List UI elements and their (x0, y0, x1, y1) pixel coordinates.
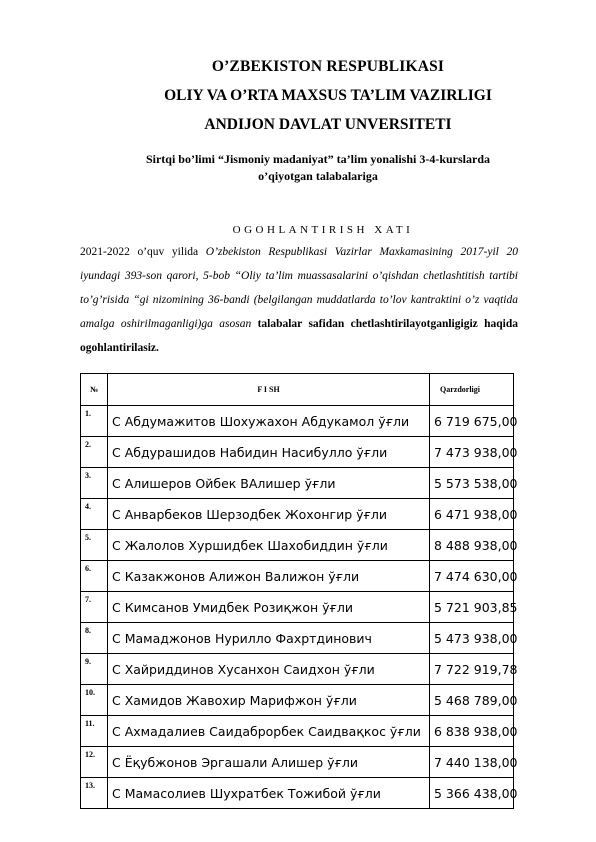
table-row (81, 716, 514, 747)
row-number: 5. (81, 530, 108, 561)
header-line-ministry: OLIY VA O’RTA MAXSUS TA’LIM VAZIRLIGI (164, 87, 492, 104)
debt-amount: 6 838 938,00 (430, 716, 514, 747)
debt-amount: 7 722 919,78 (430, 654, 514, 685)
notice-text-legal-basis: O’zbekiston Respublikasi Vazirlar Maxkamasining 2017-yil 20 iyundagi 393-son qarori, 5-bob “Oliy ta’lim muassasalarini o’qishdan chetlashtitish tartibi to’g’risida “gi nizomining 36-bandi (belgilangan muddatlarda to’lov kantraktini o’z vaqtida amalga oshirilmaganligi)ga asosan (80, 246, 518, 330)
student-name: С Казакжонов Алижон Валижон ўғли (108, 561, 430, 592)
row-number: 2. (81, 437, 108, 468)
table-row (81, 778, 514, 809)
table-row (81, 654, 514, 685)
student-name: С Ахмадалиев Саидаброрбек Саидвақкос ўғли (108, 716, 430, 747)
table-row (81, 623, 514, 654)
row-number: 3. (81, 468, 108, 499)
debt-amount: 7 474 630,00 (430, 561, 514, 592)
table-row (81, 592, 514, 623)
row-number: 4. (81, 499, 108, 530)
column-header-number: № (81, 374, 108, 406)
row-number: 8. (81, 623, 108, 654)
student-name: С Хамидов Жавохир Марифжон ўғли (108, 685, 430, 716)
table-row (81, 437, 514, 468)
row-number: 12. (81, 747, 108, 778)
debt-amount: 7 473 938,00 (430, 437, 514, 468)
row-number: 6. (81, 561, 108, 592)
table-row (81, 561, 514, 592)
row-number: 11. (81, 716, 108, 747)
debt-amount: 5 468 789,00 (430, 685, 514, 716)
row-number: 1. (81, 406, 108, 437)
header-subtitle-2: o’qiyotgan talabalariga (258, 169, 378, 183)
row-number: 9. (81, 654, 108, 685)
student-name: С Абдурашидов Набидин Насибулло ўғли (108, 437, 430, 468)
column-header-name: F I SH (108, 374, 430, 406)
debt-amount: 6 471 938,00 (430, 499, 514, 530)
debt-amount: 8 488 938,00 (430, 530, 514, 561)
document-title: OGOHLANTIRISH XATI (232, 224, 414, 236)
table-row (81, 530, 514, 561)
student-name: С Мамаджонов Нурилло Фахртдинович (108, 623, 430, 654)
student-name: С Кимсанов Умидбек Розиқжон ўғли (108, 592, 430, 623)
student-name: С Ёқубжонов Эргашали Алишер ўғли (108, 747, 430, 778)
student-name: С Мамасолиев Шухратбек Тожибой ўғли (108, 778, 430, 809)
row-number: 7. (81, 592, 108, 623)
notice-text-warning: talabalar safidan chetlashtirilayotganligigiz haqida ogohlantirilasiz. (80, 318, 518, 354)
table-row (81, 499, 514, 530)
debt-amount: 5 366 438,00 (430, 778, 514, 809)
debt-amount: 5 473 938,00 (430, 623, 514, 654)
student-name: С Абдумажитов Шохужахон Абдукамол ўғли (108, 406, 430, 437)
table-row (81, 685, 514, 716)
debt-amount: 5 721 903,85 (430, 592, 514, 623)
table-row (81, 406, 514, 437)
debtors-table (80, 373, 518, 809)
student-name: С Анварбеков Шерзодбек Жохонгир ўғли (108, 499, 430, 530)
student-name: С Алишеров Ойбек ВАлишер ўғли (108, 468, 430, 499)
debt-amount: 5 573 538,00 (430, 468, 514, 499)
notice-paragraph (80, 240, 518, 360)
table-row (81, 468, 514, 499)
row-number: 13. (81, 778, 108, 809)
debt-amount: 7 440 138,00 (430, 747, 514, 778)
header-line-republic: O’ZBEKISTON RESPUBLIKASI (211, 58, 445, 75)
header-subtitle-1: Sirtqi bo’limi “Jismoniy madaniyat” ta’lim yonalishi 3-4-kurslarda (145, 152, 491, 166)
student-name: С Жалолов Хуршидбек Шахобиддин ўғли (108, 530, 430, 561)
student-name: С Хайриддинов Хусанхон Саидхон ўғли (108, 654, 430, 685)
table-header-row (81, 374, 514, 406)
notice-text-intro: 2021-2022 o’quv yilida (80, 246, 206, 258)
table-row (81, 747, 514, 778)
header-line-university: ANDIJON DAVLAT UNVERSITETI (204, 116, 452, 133)
row-number: 10. (81, 685, 108, 716)
column-header-debt: Qarzdorligi (430, 374, 514, 406)
debt-amount: 6 719 675,00 (430, 406, 514, 437)
